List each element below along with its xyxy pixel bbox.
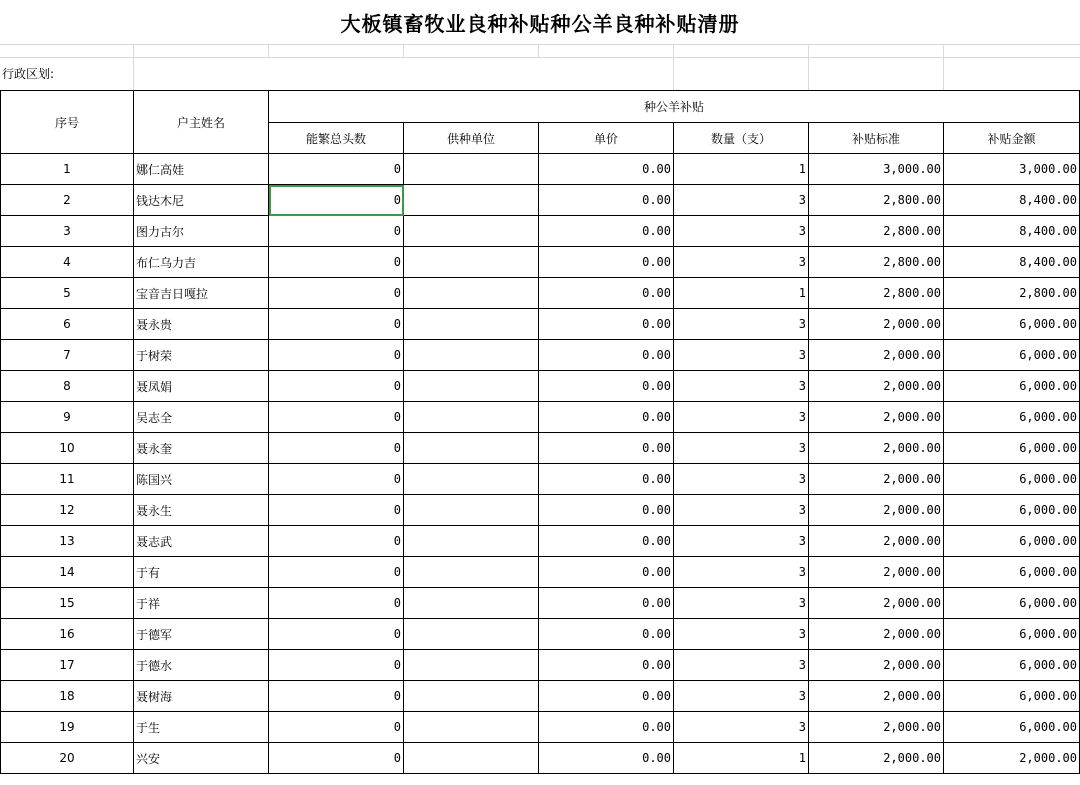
cell-breeding-total[interactable]: 0 — [269, 371, 404, 402]
cell-quantity[interactable]: 3 — [674, 402, 809, 433]
cell-breeding-total[interactable]: 0 — [269, 278, 404, 309]
cell-amount[interactable]: 6,000.00 — [944, 464, 1080, 495]
cell-amount[interactable]: 6,000.00 — [944, 619, 1080, 650]
cell-standard[interactable]: 2,000.00 — [809, 712, 944, 743]
cell-supplier[interactable] — [404, 588, 539, 619]
cell-supplier[interactable] — [404, 743, 539, 774]
cell-unit-price[interactable]: 0.00 — [539, 185, 674, 216]
cell-amount[interactable]: 6,000.00 — [944, 433, 1080, 464]
table-row — [1, 309, 1080, 340]
cell-amount[interactable]: 3,000.00 — [944, 154, 1080, 185]
table-row — [1, 154, 1080, 185]
cell-amount[interactable]: 2,000.00 — [944, 743, 1080, 774]
cell-breeding-total[interactable]: 0 — [269, 495, 404, 526]
cell-quantity[interactable]: 1 — [674, 154, 809, 185]
cell-supplier[interactable] — [404, 681, 539, 712]
cell-amount[interactable]: 6,000.00 — [944, 526, 1080, 557]
table-body — [1, 154, 1080, 774]
table-row — [1, 619, 1080, 650]
cell-supplier[interactable] — [404, 433, 539, 464]
cell-quantity[interactable]: 3 — [674, 216, 809, 247]
table-row — [1, 247, 1080, 278]
cell-unit-price[interactable]: 0.00 — [539, 526, 674, 557]
table-row — [1, 681, 1080, 712]
subsidy-table — [0, 90, 1080, 774]
cell-name[interactable]: 聂树海 — [134, 681, 269, 712]
cell-breeding-total[interactable]: 0 — [269, 650, 404, 681]
cell-seq[interactable]: 6 — [1, 309, 134, 340]
cell-quantity[interactable]: 3 — [674, 340, 809, 371]
cell-name[interactable]: 聂永贵 — [134, 309, 269, 340]
cell-name[interactable]: 兴安 — [134, 743, 269, 774]
cell-quantity[interactable]: 3 — [674, 433, 809, 464]
cell-supplier[interactable] — [404, 526, 539, 557]
cell-supplier[interactable] — [404, 650, 539, 681]
cell-standard[interactable]: 2,000.00 — [809, 433, 944, 464]
table-row — [1, 588, 1080, 619]
table-row — [1, 464, 1080, 495]
header-supplier[interactable]: 供种单位 — [404, 123, 539, 154]
table-row — [1, 433, 1080, 464]
header-quantity[interactable]: 数量（支） — [674, 123, 809, 154]
cell-breeding-total[interactable]: 0 — [269, 526, 404, 557]
cell-quantity[interactable]: 3 — [674, 526, 809, 557]
cell-seq[interactable]: 15 — [1, 588, 134, 619]
cell-name[interactable]: 于德军 — [134, 619, 269, 650]
cell-seq[interactable]: 13 — [1, 526, 134, 557]
cell-name[interactable]: 陈国兴 — [134, 464, 269, 495]
table-row — [1, 185, 1080, 216]
cell-seq[interactable]: 1 — [1, 154, 134, 185]
cell-quantity[interactable]: 3 — [674, 371, 809, 402]
cell-seq[interactable]: 19 — [1, 712, 134, 743]
cell-supplier[interactable] — [404, 278, 539, 309]
cell-standard[interactable]: 2,000.00 — [809, 402, 944, 433]
header-standard[interactable]: 补贴标准 — [809, 123, 944, 154]
cell-unit-price[interactable]: 0.00 — [539, 371, 674, 402]
cell-standard[interactable]: 2,000.00 — [809, 309, 944, 340]
cell-seq[interactable]: 7 — [1, 340, 134, 371]
cell-standard[interactable]: 2,000.00 — [809, 588, 944, 619]
cell-unit-price[interactable]: 0.00 — [539, 743, 674, 774]
cell-quantity[interactable]: 3 — [674, 309, 809, 340]
cell-seq[interactable]: 17 — [1, 650, 134, 681]
cell-quantity[interactable]: 3 — [674, 247, 809, 278]
cell-standard[interactable]: 2,000.00 — [809, 743, 944, 774]
cell-quantity[interactable]: 3 — [674, 495, 809, 526]
table-row — [1, 650, 1080, 681]
cell-seq[interactable]: 12 — [1, 495, 134, 526]
cell-unit-price[interactable]: 0.00 — [539, 278, 674, 309]
cell-seq[interactable]: 20 — [1, 743, 134, 774]
cell-breeding-total[interactable]: 0 — [269, 619, 404, 650]
cell-amount[interactable]: 6,000.00 — [944, 309, 1080, 340]
cell-name[interactable]: 宝音吉日嘎拉 — [134, 278, 269, 309]
cell-breeding-total[interactable]: 0 — [269, 154, 404, 185]
table-row — [1, 340, 1080, 371]
cell-amount[interactable]: 8,400.00 — [944, 185, 1080, 216]
cell-name[interactable]: 图力古尔 — [134, 216, 269, 247]
cell-standard[interactable]: 2,000.00 — [809, 340, 944, 371]
cell-name[interactable]: 聂志武 — [134, 526, 269, 557]
cell-unit-price[interactable]: 0.00 — [539, 681, 674, 712]
cell-amount[interactable]: 6,000.00 — [944, 557, 1080, 588]
region-grid-row — [0, 58, 1080, 91]
cell-supplier[interactable] — [404, 247, 539, 278]
cell-seq[interactable]: 5 — [1, 278, 134, 309]
cell-supplier[interactable] — [404, 309, 539, 340]
cell-supplier[interactable] — [404, 402, 539, 433]
cell-amount[interactable]: 6,000.00 — [944, 402, 1080, 433]
cell-amount[interactable]: 2,800.00 — [944, 278, 1080, 309]
cell-supplier[interactable] — [404, 464, 539, 495]
cell-unit-price[interactable]: 0.00 — [539, 154, 674, 185]
table-row — [1, 526, 1080, 557]
cell-unit-price[interactable]: 0.00 — [539, 650, 674, 681]
cell-unit-price[interactable]: 0.00 — [539, 619, 674, 650]
cell-breeding-total[interactable]: 0 — [269, 247, 404, 278]
cell-supplier[interactable] — [404, 340, 539, 371]
cell-name[interactable]: 于树荣 — [134, 340, 269, 371]
header-name[interactable]: 户主姓名 — [134, 91, 269, 154]
cell-name[interactable]: 钱达木尼 — [134, 185, 269, 216]
cell-amount[interactable]: 6,000.00 — [944, 681, 1080, 712]
cell-amount[interactable]: 8,400.00 — [944, 216, 1080, 247]
cell-standard[interactable]: 2,000.00 — [809, 464, 944, 495]
cell-standard[interactable]: 3,000.00 — [809, 154, 944, 185]
cell-amount[interactable]: 6,000.00 — [944, 371, 1080, 402]
table-row — [1, 216, 1080, 247]
cell-amount[interactable]: 8,400.00 — [944, 247, 1080, 278]
cell-amount[interactable]: 6,000.00 — [944, 650, 1080, 681]
cell-standard[interactable]: 2,800.00 — [809, 247, 944, 278]
header-unit-price[interactable]: 单价 — [539, 123, 674, 154]
cell-unit-price[interactable]: 0.00 — [539, 247, 674, 278]
cell-unit-price[interactable]: 0.00 — [539, 309, 674, 340]
header-group[interactable]: 种公羊补贴 — [269, 91, 1080, 123]
header-row-1 — [1, 91, 1080, 123]
cell-supplier[interactable] — [404, 154, 539, 185]
table-row — [1, 557, 1080, 588]
cell-quantity[interactable]: 3 — [674, 588, 809, 619]
cell-unit-price[interactable]: 0.00 — [539, 588, 674, 619]
selected-cell[interactable]: 0 — [269, 185, 404, 216]
cell-seq[interactable]: 8 — [1, 371, 134, 402]
cell-standard[interactable]: 2,000.00 — [809, 495, 944, 526]
cell-supplier[interactable] — [404, 495, 539, 526]
table-row — [1, 712, 1080, 743]
cell-supplier[interactable] — [404, 185, 539, 216]
table-row — [1, 743, 1080, 774]
cell-seq[interactable]: 14 — [1, 557, 134, 588]
cell-breeding-total[interactable]: 0 — [269, 681, 404, 712]
region-label[interactable]: 行政区划: — [2, 67, 55, 81]
cell-breeding-total[interactable]: 0 — [269, 340, 404, 371]
cell-unit-price[interactable]: 0.00 — [539, 557, 674, 588]
cell-name[interactable]: 聂永生 — [134, 495, 269, 526]
cell-quantity[interactable]: 1 — [674, 743, 809, 774]
cell-supplier[interactable] — [404, 557, 539, 588]
cell-amount[interactable]: 6,000.00 — [944, 495, 1080, 526]
table-row — [1, 278, 1080, 309]
cell-breeding-total[interactable]: 0 — [269, 309, 404, 340]
cell-standard[interactable]: 2,000.00 — [809, 557, 944, 588]
cell-standard[interactable]: 2,800.00 — [809, 185, 944, 216]
cell-standard[interactable]: 2,000.00 — [809, 526, 944, 557]
cell-seq[interactable]: 18 — [1, 681, 134, 712]
cell-supplier[interactable] — [404, 619, 539, 650]
table-row — [1, 495, 1080, 526]
cell-unit-price[interactable]: 0.00 — [539, 495, 674, 526]
cell-seq[interactable]: 11 — [1, 464, 134, 495]
cell-standard[interactable]: 2,000.00 — [809, 371, 944, 402]
cell-unit-price[interactable]: 0.00 — [539, 340, 674, 371]
cell-unit-price[interactable]: 0.00 — [539, 712, 674, 743]
cell-quantity[interactable]: 3 — [674, 185, 809, 216]
cell-name[interactable]: 吴志全 — [134, 402, 269, 433]
cell-supplier[interactable] — [404, 216, 539, 247]
cell-name[interactable]: 于生 — [134, 712, 269, 743]
cell-unit-price[interactable]: 0.00 — [539, 402, 674, 433]
cell-seq[interactable]: 3 — [1, 216, 134, 247]
table-row — [1, 402, 1080, 433]
cell-unit-price[interactable]: 0.00 — [539, 216, 674, 247]
cell-breeding-total[interactable]: 0 — [269, 588, 404, 619]
table-row — [1, 371, 1080, 402]
cell-standard[interactable]: 2,800.00 — [809, 216, 944, 247]
cell-quantity[interactable]: 3 — [674, 557, 809, 588]
cell-supplier[interactable] — [404, 371, 539, 402]
cell-amount[interactable]: 6,000.00 — [944, 340, 1080, 371]
cell-quantity[interactable]: 3 — [674, 650, 809, 681]
cell-supplier[interactable] — [404, 712, 539, 743]
cell-amount[interactable]: 6,000.00 — [944, 588, 1080, 619]
cell-quantity[interactable]: 1 — [674, 278, 809, 309]
cell-name[interactable]: 聂永奎 — [134, 433, 269, 464]
header-breeding-total[interactable]: 能繁总头数 — [269, 123, 404, 154]
cell-name[interactable]: 于德水 — [134, 650, 269, 681]
blank-grid-row — [0, 44, 1080, 58]
cell-standard[interactable]: 2,000.00 — [809, 681, 944, 712]
cell-seq[interactable]: 10 — [1, 433, 134, 464]
cell-quantity[interactable]: 3 — [674, 712, 809, 743]
cell-unit-price[interactable]: 0.00 — [539, 433, 674, 464]
cell-breeding-total[interactable]: 0 — [269, 464, 404, 495]
cell-quantity[interactable]: 3 — [674, 619, 809, 650]
cell-quantity[interactable]: 3 — [674, 464, 809, 495]
cell-breeding-total[interactable]: 0 — [269, 743, 404, 774]
cell-breeding-total[interactable]: 0 — [269, 216, 404, 247]
cell-amount[interactable]: 6,000.00 — [944, 712, 1080, 743]
cell-unit-price[interactable]: 0.00 — [539, 464, 674, 495]
cell-standard[interactable]: 2,000.00 — [809, 619, 944, 650]
cell-name[interactable]: 聂凤娟 — [134, 371, 269, 402]
sheet-title: 大板镇畜牧业良种补贴种公羊良种补贴清册 — [0, 0, 1080, 45]
header-amount[interactable]: 补贴金额 — [944, 123, 1080, 154]
cell-breeding-total[interactable]: 0 — [269, 712, 404, 743]
cell-name[interactable]: 布仁乌力吉 — [134, 247, 269, 278]
cell-name[interactable]: 于祥 — [134, 588, 269, 619]
cell-name[interactable]: 娜仁高娃 — [134, 154, 269, 185]
cell-breeding-total[interactable]: 0 — [269, 557, 404, 588]
cell-seq[interactable]: 9 — [1, 402, 134, 433]
cell-standard[interactable]: 2,000.00 — [809, 650, 944, 681]
cell-seq[interactable]: 16 — [1, 619, 134, 650]
cell-breeding-total[interactable]: 0 — [269, 433, 404, 464]
cell-quantity[interactable]: 3 — [674, 681, 809, 712]
cell-seq[interactable]: 4 — [1, 247, 134, 278]
cell-breeding-total[interactable]: 0 — [269, 402, 404, 433]
header-seq[interactable]: 序号 — [1, 91, 134, 154]
cell-standard[interactable]: 2,800.00 — [809, 278, 944, 309]
cell-name[interactable]: 于有 — [134, 557, 269, 588]
cell-seq[interactable]: 2 — [1, 185, 134, 216]
